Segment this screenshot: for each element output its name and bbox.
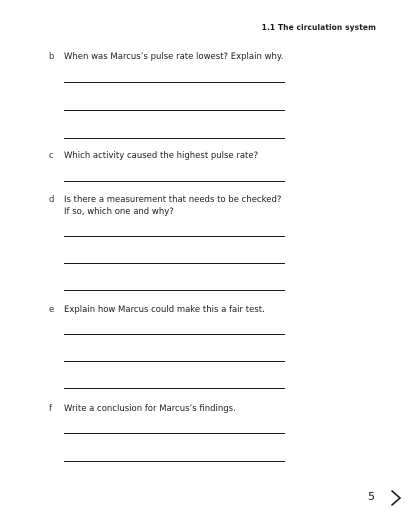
question-text-line: Explain how Marcus could make this a fair test. [64,305,265,315]
question-text [64,150,324,162]
question-letter: d [49,195,55,205]
answer-line[interactable] [64,181,285,182]
answer-line[interactable] [64,433,285,434]
answer-line[interactable] [64,461,285,462]
question-letter: f [49,404,52,414]
answer-line[interactable] [64,82,285,83]
question-text-line: Which activity caused the highest pulse rate? [64,151,259,161]
answer-line[interactable] [64,110,285,111]
answer-line[interactable] [64,263,285,264]
question-letter: e [49,305,55,315]
question-text-line: When was Marcus’s pulse rate lowest? Explain why. [64,52,284,62]
page-number: 5 [368,490,375,503]
answer-line[interactable] [64,138,285,139]
question-text-line: Is there a measurement that needs to be checked? [64,195,282,205]
question-letter: c [49,151,54,161]
answer-line[interactable] [64,290,285,291]
question-letter: b [49,52,55,62]
question-text [64,194,324,218]
question-text [64,51,324,63]
chevron-right-icon[interactable] [390,490,402,506]
section-header: 1.1 The circulation system [261,23,376,32]
answer-line[interactable] [64,236,285,237]
question-text-line: If so, which one and why? [64,207,174,217]
question-text [64,403,324,415]
question-text-line: Write a conclusion for Marcus’s findings. [64,404,236,414]
answer-line[interactable] [64,388,285,389]
question-text [64,304,324,316]
answer-line[interactable] [64,361,285,362]
answer-line[interactable] [64,334,285,335]
